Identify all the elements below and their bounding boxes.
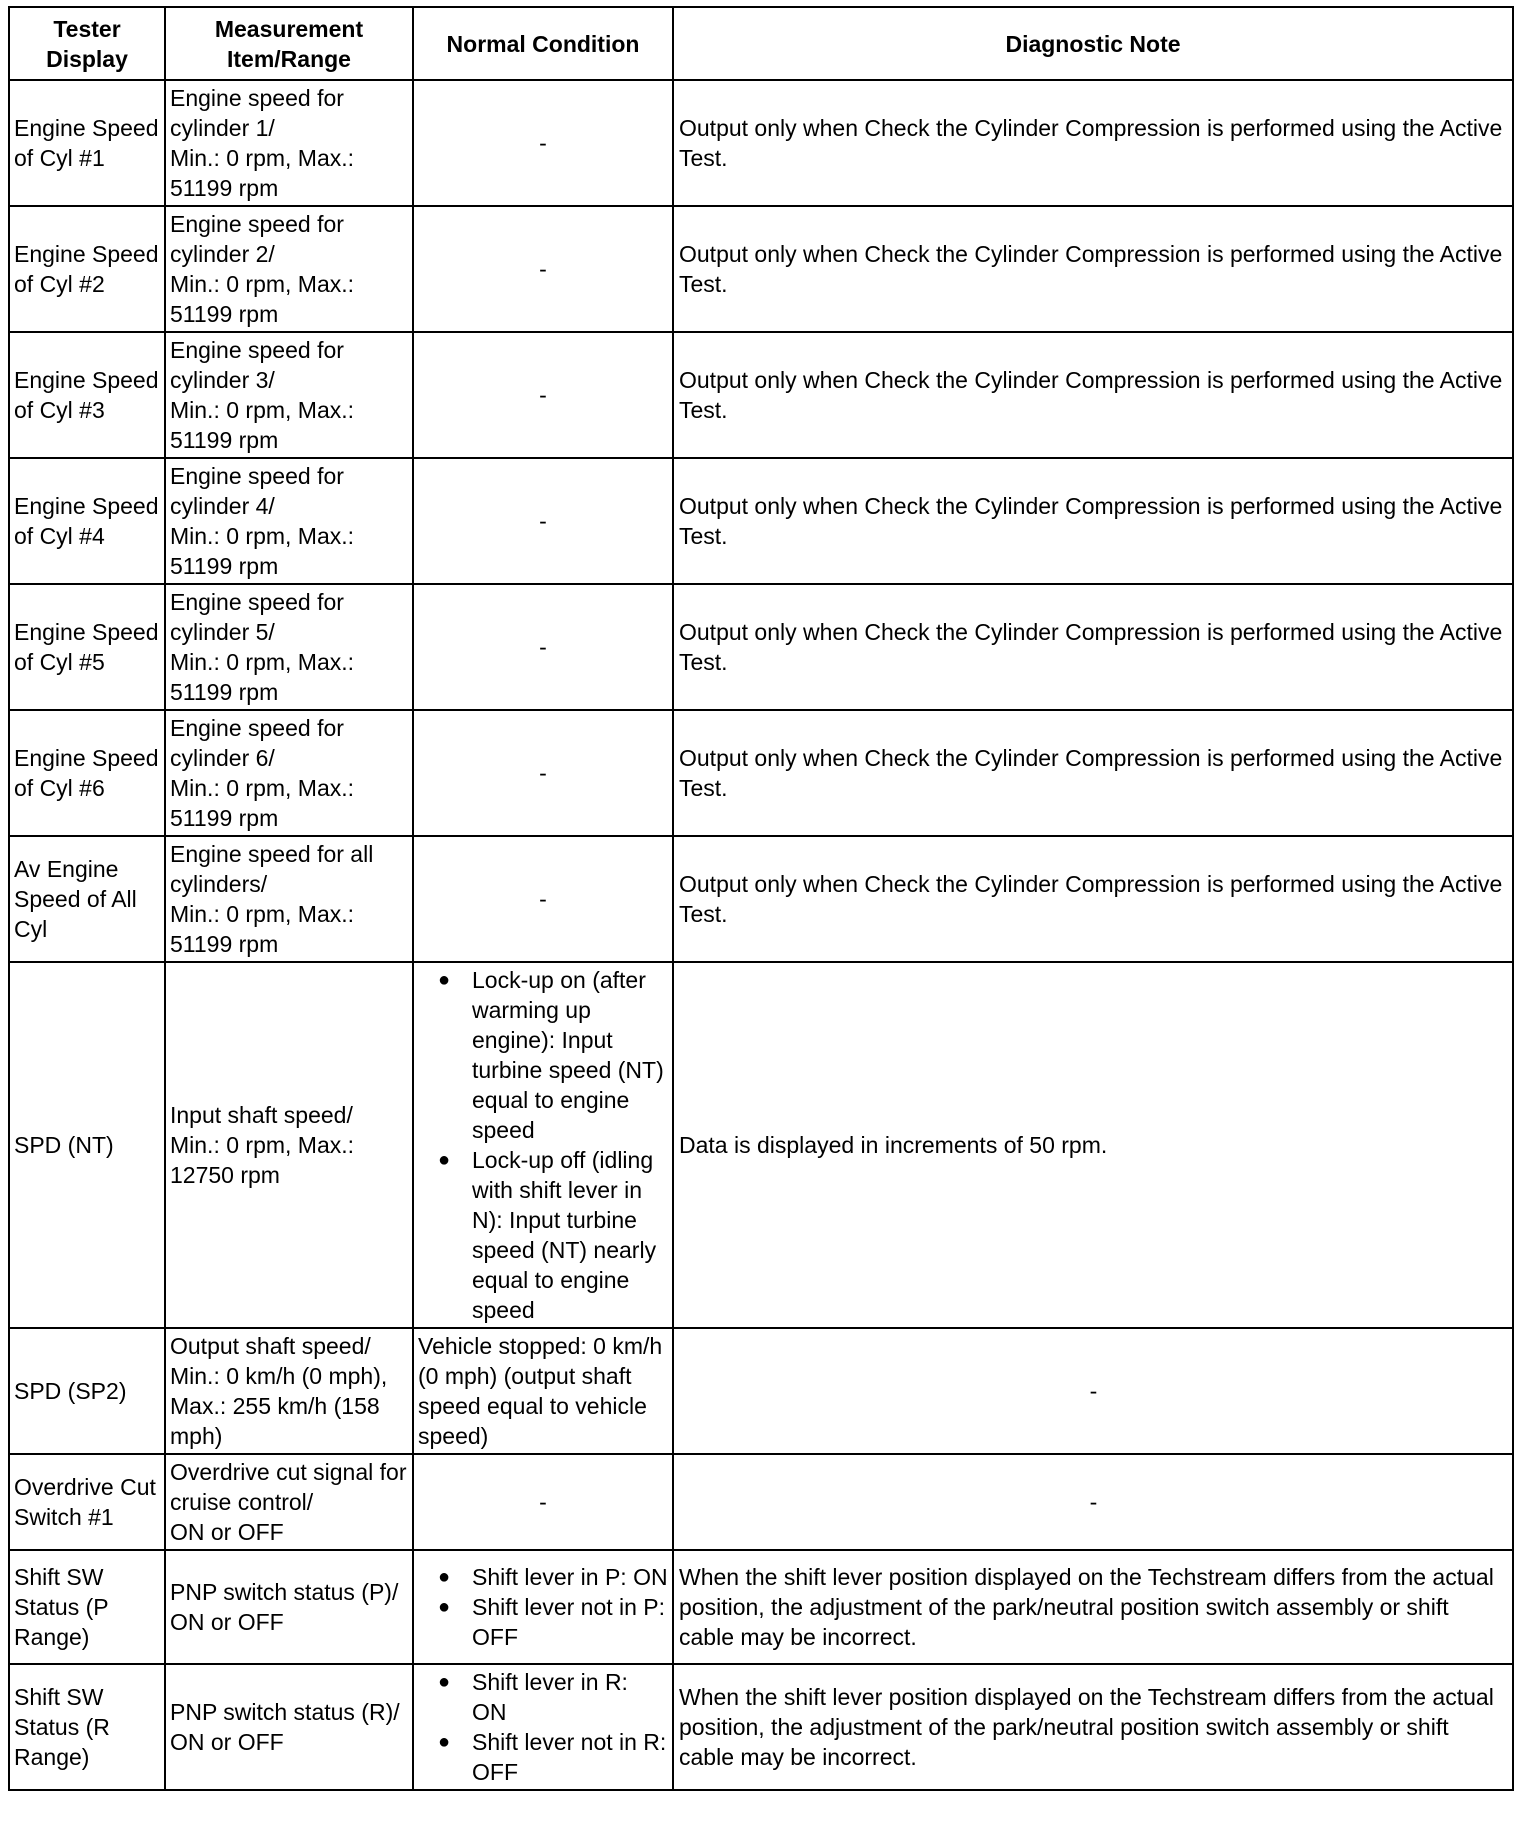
normal-condition-item: ● Lock-up off (idling with shift lever in N): Input turbine speed (NT) nearly equal to engine speed: [418, 1145, 668, 1325]
table-row: [9, 584, 1513, 710]
cell-measurement-item: Overdrive cut signal for cruise control/ ON or OFF: [165, 1454, 413, 1550]
cell-diagnostic-note: Output only when Check the Cylinder Compression is performed using the Active Test.: [673, 80, 1513, 206]
cell-measurement-item: Engine speed for all cylinders/ Min.: 0 rpm, Max.: 51199 rpm: [165, 836, 413, 962]
cell-measurement-item: Engine speed for cylinder 3/ Min.: 0 rpm, Max.: 51199 rpm: [165, 332, 413, 458]
cell-normal-condition: [413, 1664, 673, 1790]
cell-tester-display: Shift SW Status (P Range): [9, 1550, 165, 1664]
table-row: [9, 458, 1513, 584]
normal-condition-item: ● Shift lever not in R: OFF: [418, 1727, 668, 1787]
diagnostic-data-table: [8, 6, 1514, 1791]
normal-condition-item: ● Shift lever in R: ON: [418, 1667, 668, 1727]
cell-normal-condition: -: [413, 458, 673, 584]
cell-tester-display: Engine Speed of Cyl #3: [9, 332, 165, 458]
normal-condition-list: [418, 965, 668, 1325]
table-row: [9, 1664, 1513, 1790]
cell-tester-display: Av Engine Speed of All Cyl: [9, 836, 165, 962]
table-row: [9, 1328, 1513, 1454]
cell-measurement-item: Input shaft speed/ Min.: 0 rpm, Max.: 12750 rpm: [165, 962, 413, 1328]
cell-diagnostic-note: Output only when Check the Cylinder Compression is performed using the Active Test.: [673, 458, 1513, 584]
cell-diagnostic-note: Data is displayed in increments of 50 rpm.: [673, 962, 1513, 1328]
cell-diagnostic-note: When the shift lever position displayed on the Techstream differs from the actual position, the adjustment of the park/neutral position switch assembly or shift cable may be incorrect.: [673, 1664, 1513, 1790]
cell-measurement-item: Engine speed for cylinder 1/ Min.: 0 rpm, Max.: 51199 rpm: [165, 80, 413, 206]
cell-normal-condition: -: [413, 332, 673, 458]
normal-condition-item: ● Lock-up on (after warming up engine): Input turbine speed (NT) equal to engine speed: [418, 965, 668, 1145]
normal-condition-item: ● Shift lever in P: ON: [418, 1562, 668, 1592]
cell-tester-display: Overdrive Cut Switch #1: [9, 1454, 165, 1550]
table-body: [9, 80, 1513, 1790]
header-diagnostic-note: Diagnostic Note: [673, 7, 1513, 80]
cell-tester-display: Engine Speed of Cyl #5: [9, 584, 165, 710]
cell-normal-condition: -: [413, 80, 673, 206]
cell-normal-condition: -: [413, 836, 673, 962]
normal-condition-list: [418, 1667, 668, 1787]
cell-diagnostic-note: -: [673, 1454, 1513, 1550]
header-row: [9, 7, 1513, 80]
diagnostic-data-table-document: [8, 6, 1514, 1791]
cell-diagnostic-note: When the shift lever position displayed on the Techstream differs from the actual position, the adjustment of the park/neutral position switch assembly or shift cable may be incorrect.: [673, 1550, 1513, 1664]
cell-tester-display: Shift SW Status (R Range): [9, 1664, 165, 1790]
cell-measurement-item: Engine speed for cylinder 6/ Min.: 0 rpm, Max.: 51199 rpm: [165, 710, 413, 836]
cell-tester-display: SPD (NT): [9, 962, 165, 1328]
cell-measurement-item: Output shaft speed/ Min.: 0 km/h (0 mph), Max.: 255 km/h (158 mph): [165, 1328, 413, 1454]
cell-tester-display: Engine Speed of Cyl #1: [9, 80, 165, 206]
cell-tester-display: Engine Speed of Cyl #4: [9, 458, 165, 584]
table-row: [9, 1550, 1513, 1664]
cell-diagnostic-note: Output only when Check the Cylinder Compression is performed using the Active Test.: [673, 584, 1513, 710]
cell-normal-condition: [413, 1550, 673, 1664]
table-row: [9, 1454, 1513, 1550]
cell-diagnostic-note: Output only when Check the Cylinder Compression is performed using the Active Test.: [673, 710, 1513, 836]
cell-measurement-item: Engine speed for cylinder 5/ Min.: 0 rpm, Max.: 51199 rpm: [165, 584, 413, 710]
table-row: [9, 710, 1513, 836]
cell-tester-display: Engine Speed of Cyl #6: [9, 710, 165, 836]
cell-normal-condition: -: [413, 206, 673, 332]
cell-normal-condition: Vehicle stopped: 0 km/h (0 mph) (output shaft speed equal to vehicle speed): [413, 1328, 673, 1454]
cell-normal-condition: -: [413, 584, 673, 710]
table-row: [9, 206, 1513, 332]
cell-tester-display: SPD (SP2): [9, 1328, 165, 1454]
normal-condition-list: [418, 1562, 668, 1652]
cell-measurement-item: Engine speed for cylinder 4/ Min.: 0 rpm, Max.: 51199 rpm: [165, 458, 413, 584]
header-tester-display: Tester Display: [9, 7, 165, 80]
cell-diagnostic-note: -: [673, 1328, 1513, 1454]
table-row: [9, 332, 1513, 458]
table-row: [9, 836, 1513, 962]
cell-normal-condition: -: [413, 710, 673, 836]
cell-normal-condition: [413, 962, 673, 1328]
header-normal-condition: Normal Condition: [413, 7, 673, 80]
table-row: [9, 962, 1513, 1328]
cell-measurement-item: Engine speed for cylinder 2/ Min.: 0 rpm, Max.: 51199 rpm: [165, 206, 413, 332]
header-measurement-item-range: Measurement Item/Range: [165, 7, 413, 80]
cell-measurement-item: PNP switch status (P)/ ON or OFF: [165, 1550, 413, 1664]
cell-tester-display: Engine Speed of Cyl #2: [9, 206, 165, 332]
table-row: [9, 80, 1513, 206]
cell-diagnostic-note: Output only when Check the Cylinder Compression is performed using the Active Test.: [673, 836, 1513, 962]
normal-condition-item: ● Shift lever not in P: OFF: [418, 1592, 668, 1652]
cell-measurement-item: PNP switch status (R)/ ON or OFF: [165, 1664, 413, 1790]
cell-diagnostic-note: Output only when Check the Cylinder Compression is performed using the Active Test.: [673, 332, 1513, 458]
cell-diagnostic-note: Output only when Check the Cylinder Compression is performed using the Active Test.: [673, 206, 1513, 332]
cell-normal-condition: -: [413, 1454, 673, 1550]
